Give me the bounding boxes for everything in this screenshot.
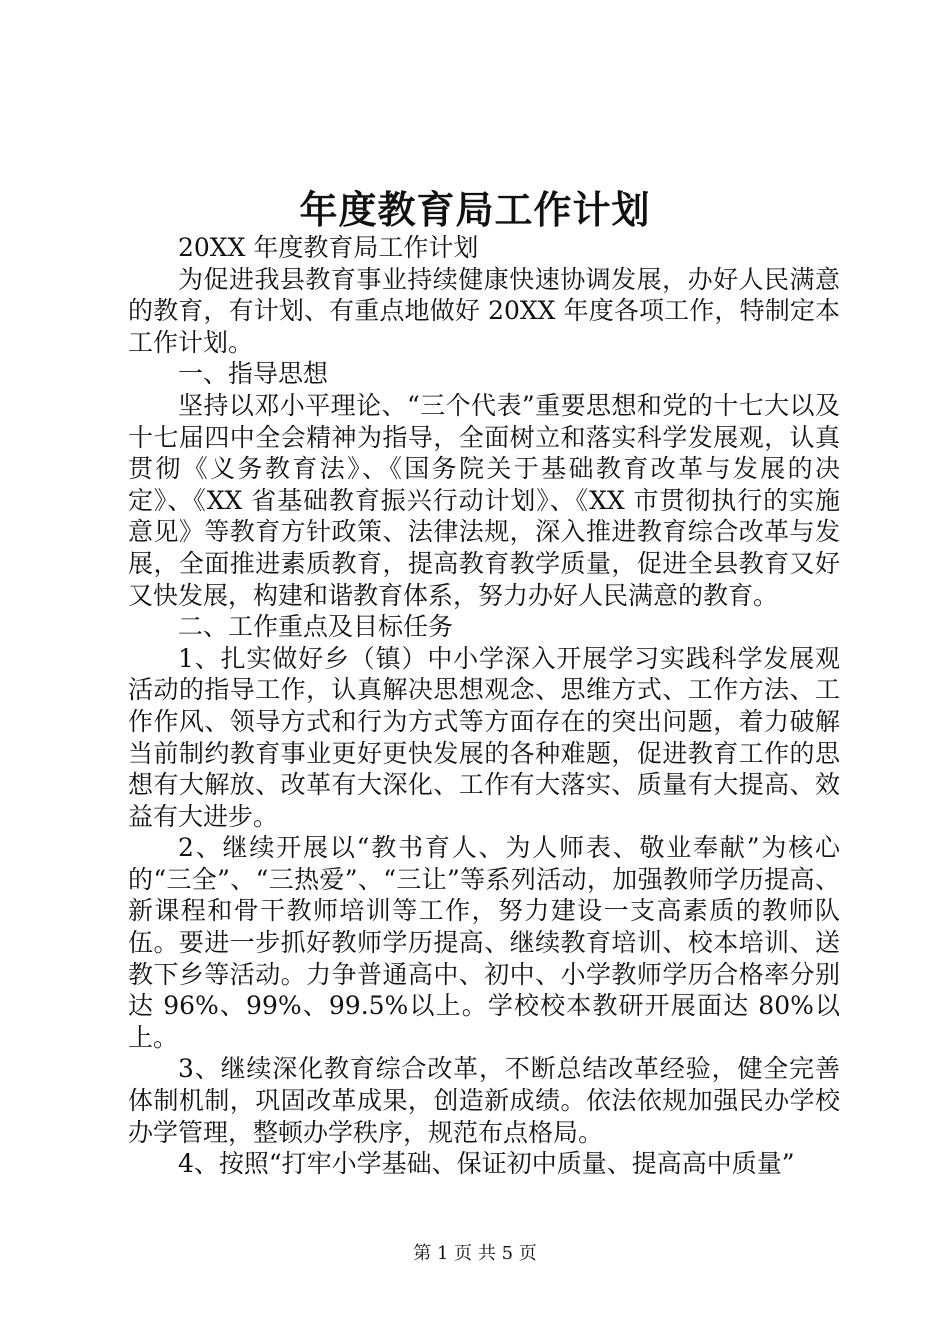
guiding-ideology-paragraph: 坚持以邓小平理论、“三个代表”重要思想和党的十七大以及十七届四中全会精神为指导，全面树立和落实科学发展观，认真贯彻《义务教育法》、《国务院关于基础教育改革与发展的决定》、《XX 省基础教育振兴行动计划》、《XX 市贯彻执行的实施意见》等教育方针政策、法律法规，深入推进教育综合改革与发展，全面推进素质教育，提高教育教学质量，促进全县教育又好又快发展，构建和谐教育体系，努力办好人民满意的教育。 [128,390,840,610]
document-body [128,232,840,1180]
section-heading-guiding-ideology: 一、指导思想 [178,359,329,389]
page-number-footer: 第 1 页 共 5 页 [413,1243,537,1264]
work-item-2: 2、继续开展以“教书育人、为人师表、敬业奉献”为核心的“三全”、“三热爱”、“三让”等系列活动，加强教师学历提高、新课程和骨干教师培训等工作，努力建设一支高素质的教师队伍。要进一步抓好教师学历提高、继续教育培训、校本培训、送教下乡等活动。力争普通高中、初中、小学教师学历合格率分别达 96%、99%、99.5%以上。学校校本教研开展面达 80%以上。 [128,833,840,1052]
page-title: 年度教育局工作计划 [299,187,651,232]
document-subtitle: 20XX 年度教育局工作计划 [178,233,479,262]
work-item-3: 3、继续深化教育综合改革，不断总结改革经验，健全完善体制机制，巩固改革成果，创造新成绩。依法依规加强民办学校办学管理，整顿办学秩序，规范布点格局。 [128,1054,840,1147]
work-item-4: 4、按照“打牢小学基础、保证初中质量、提高高中质量” [178,1149,795,1179]
section-heading-work-priorities: 二、工作重点及目标任务 [178,612,454,642]
work-item-1: 1、扎实做好乡（镇）中小学深入开展学习实践科学发展观活动的指导工作，认真解决思想观念、思维方式、工作方法、工作作风、领导方式和行为方式等方面存在的突出问题，着力破解当前制约教育事业更好更快发展的各种难题，促进教育工作的思想有大解放、改革有大深化、工作有大落实、质量有大提高、效益有大进步。 [128,643,840,831]
intro-paragraph: 为促进我县教育事业持续健康快速协调发展，办好人民满意的教育，有计划、有重点地做好 20XX 年度各项工作，特制定本工作计划。 [128,264,840,357]
